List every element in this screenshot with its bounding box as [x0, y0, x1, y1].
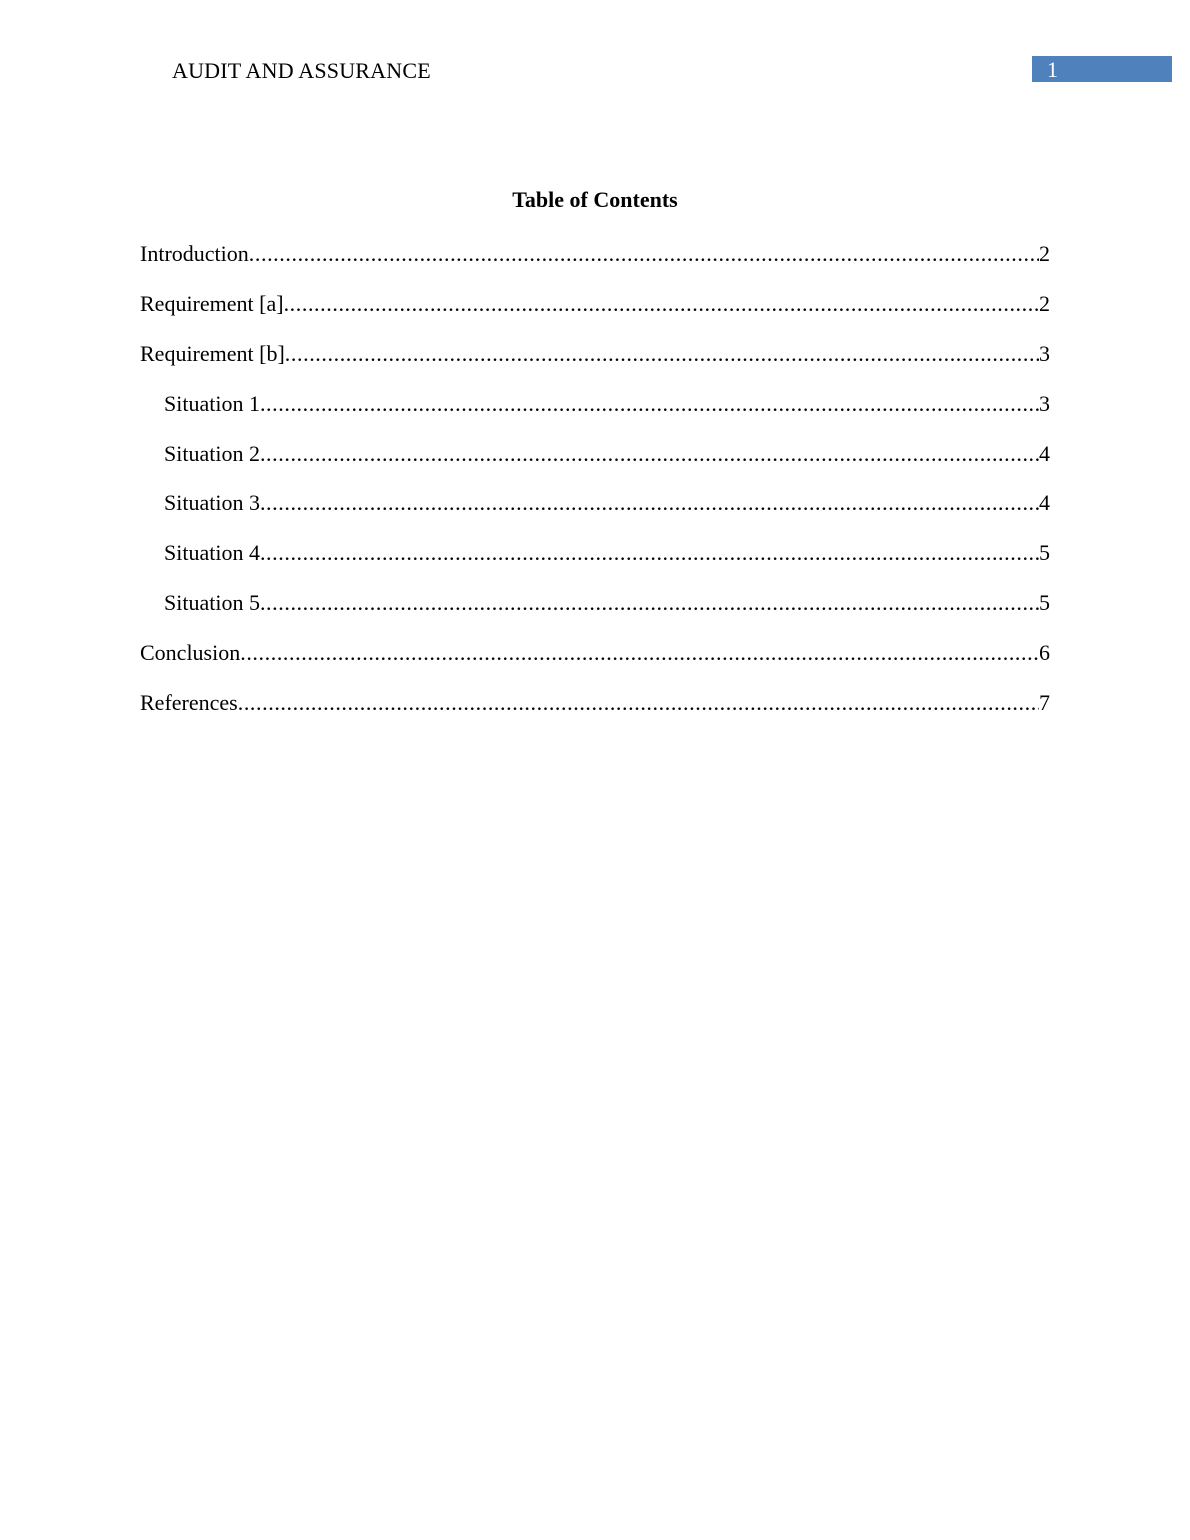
toc-entry-references[interactable]: [140, 689, 1050, 739]
toc-leader-dots: [238, 689, 1039, 717]
toc-entry-page: 7: [1039, 690, 1050, 716]
toc-leader-dots: [260, 440, 1039, 468]
toc-entry-label: Requirement [a]: [140, 290, 284, 316]
toc-entry-requirement-a[interactable]: [140, 290, 1050, 340]
toc-entry-page: 3: [1039, 390, 1050, 416]
toc-entry-situation-1[interactable]: [140, 390, 1050, 440]
toc-leader-dots: [285, 340, 1039, 368]
toc-entry-introduction[interactable]: [140, 240, 1050, 290]
toc-entry-label: Situation 4: [164, 540, 260, 566]
header-title: AUDIT AND ASSURANCE: [172, 58, 431, 83]
toc-entry-label: Situation 1: [164, 390, 260, 416]
toc-leader-dots: [260, 390, 1039, 418]
toc-entry-label: Requirement [b]: [140, 340, 285, 366]
toc-title: Table of Contents: [512, 187, 678, 212]
toc-entry-page: 3: [1039, 340, 1050, 366]
page-number-badge: [1032, 56, 1172, 82]
table-of-contents: [140, 240, 1050, 739]
page-number: 1: [1047, 57, 1058, 82]
toc-leader-dots: [284, 290, 1039, 318]
toc-entry-situation-3[interactable]: [140, 489, 1050, 539]
toc-entry-page: 4: [1039, 440, 1050, 466]
toc-entry-label: Conclusion: [140, 640, 241, 666]
toc-entry-label: Introduction: [140, 241, 249, 266]
toc-entry-page: 2: [1039, 290, 1050, 316]
toc-entry-situation-2[interactable]: [140, 440, 1050, 490]
toc-entry-situation-5[interactable]: [140, 589, 1050, 639]
toc-leader-dots: [260, 589, 1039, 617]
toc-entry-page: 2: [1039, 241, 1050, 266]
toc-entry-page: 5: [1039, 540, 1050, 566]
toc-entry-page: 4: [1039, 490, 1050, 516]
toc-entry-page: 5: [1039, 590, 1050, 616]
toc-entry-label: Situation 5: [164, 590, 260, 616]
toc-leader-dots: [260, 539, 1039, 567]
toc-entry-label: Situation 3: [164, 490, 260, 516]
toc-entry-requirement-b[interactable]: [140, 340, 1050, 390]
toc-leader-dots: [240, 639, 1039, 667]
toc-entry-label: Situation 2: [164, 440, 260, 466]
toc-leader-dots: [260, 489, 1039, 517]
toc-entry-situation-4[interactable]: [140, 539, 1050, 589]
toc-entry-page: 6: [1039, 640, 1050, 666]
toc-entry-label: References: [140, 690, 238, 716]
toc-entry-conclusion[interactable]: [140, 639, 1050, 689]
toc-leader-dots: [249, 240, 1039, 268]
